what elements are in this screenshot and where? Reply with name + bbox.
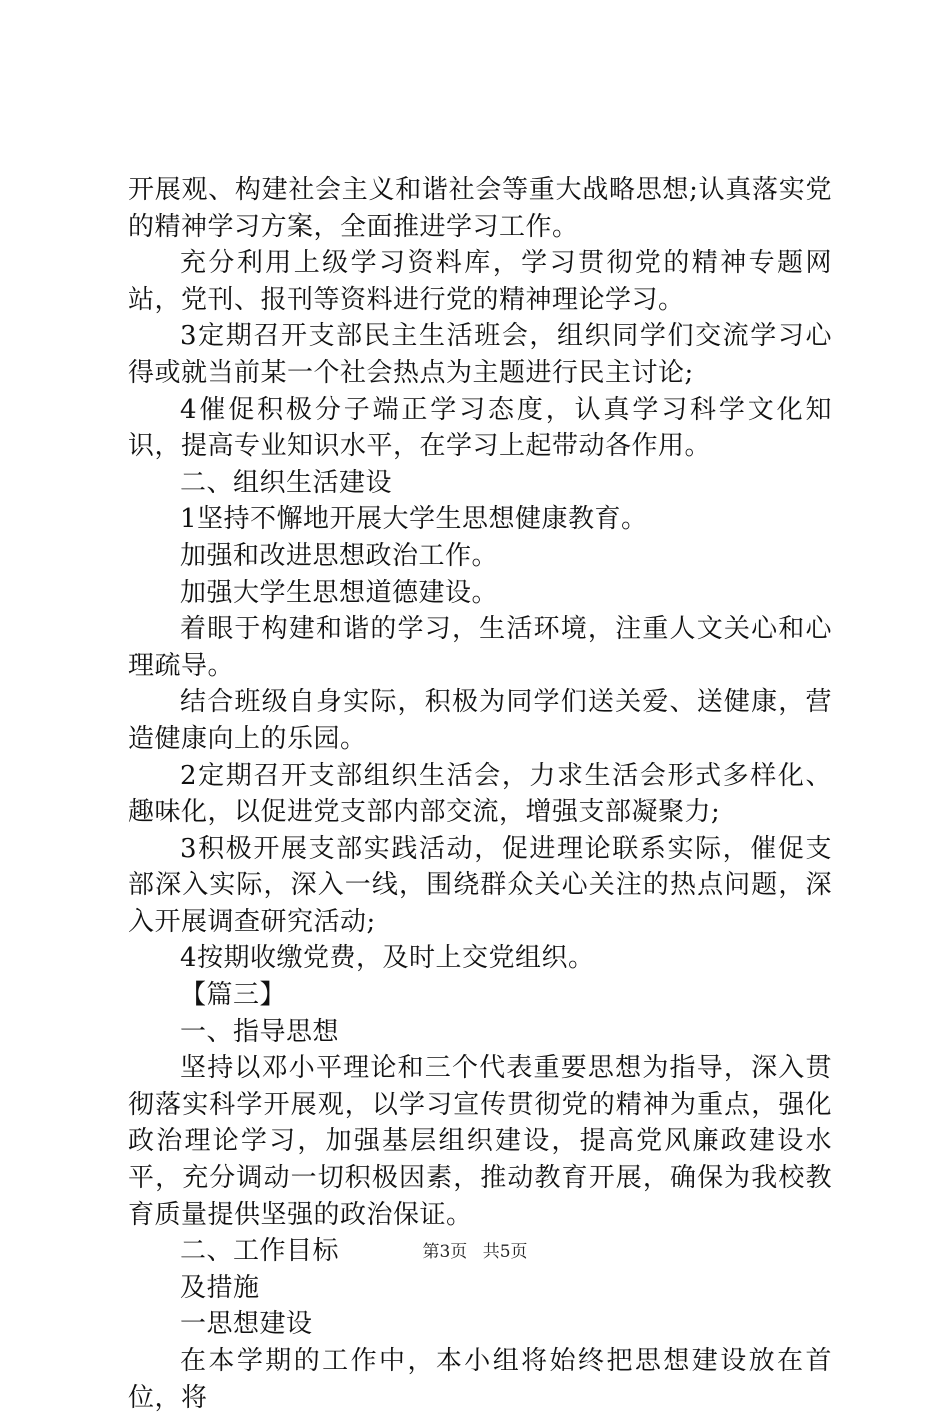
paragraph: 加强大学生思想道德建设。: [180, 577, 499, 608]
paragraph: 4催促积极分子端正学习态度，认真学习科学文化知识，提高专业知识水平，在学习上起带动各作用。: [128, 394, 832, 462]
page-total: 共5页: [482, 1242, 528, 1262]
paragraph: 开展观、构建社会主义和谐社会等重大战略思想;认真落实党的精神学习方案，全面推进学习工作。: [128, 175, 832, 242]
section-heading: 二、组织生活建设: [180, 467, 393, 498]
paragraph: 着眼于构建和谐的学习，生活环境，注重人文关心和心理疏导。: [128, 614, 832, 681]
page-number: 第3页: [422, 1242, 468, 1262]
paragraph: 结合班级自身实际，积极为同学们送关爱、送健康，营造健康向上的乐园。: [128, 687, 832, 754]
subsection-heading: 一思想建设: [180, 1309, 313, 1340]
paragraph: 3积极开展支部实践活动，促进理论联系实际，催促支部深入实际，深入一线，围绕群众关心关注的热点问题，深入开展调查研究活动;: [128, 833, 832, 937]
paragraph: 坚持以邓小平理论和三个代表重要思想为指导，深入贯彻落实科学开展观，以学习宣传贯彻党的精神为重点，强化政治理论学习，加强基层组织建设，提高党风廉政建设水平，充分调动一切积极因素，推动教育开展，确保为我校教育质量提供坚强的政治保证。: [128, 1053, 832, 1230]
section-heading: 一、指导思想: [180, 1016, 340, 1047]
page-footer: [0, 1240, 950, 1264]
paragraph: 2定期召开支部组织生活会，力求生活会形式多样化、趣味化，以促进党支部内部交流，增强支部凝聚力;: [128, 760, 832, 828]
paragraph: 1坚持不懈地开展大学生思想健康教育。: [180, 504, 648, 535]
paragraph: 及措施: [180, 1272, 260, 1303]
paragraph: 在本学期的工作中，本小组将始终把思想建设放在首位，将: [128, 1346, 832, 1413]
chapter-heading: 【篇三】: [180, 980, 287, 1011]
paragraph: 加强和改进思想政治工作。: [180, 540, 499, 571]
paragraph: 充分利用上级学习资料库，学习贯彻党的精神专题网站，党刊、报刊等资料进行党的精神理论学习。: [128, 248, 832, 315]
paragraph: 4按期收缴党费，及时上交党组织。: [180, 943, 595, 974]
document-body: [128, 172, 832, 1416]
section-heading: 二、工作目标: [180, 1236, 340, 1267]
paragraph: 3定期召开支部民主生活班会，组织同学们交流学习心得或就当前某一个社会热点为主题进行民主讨论;: [128, 321, 832, 388]
